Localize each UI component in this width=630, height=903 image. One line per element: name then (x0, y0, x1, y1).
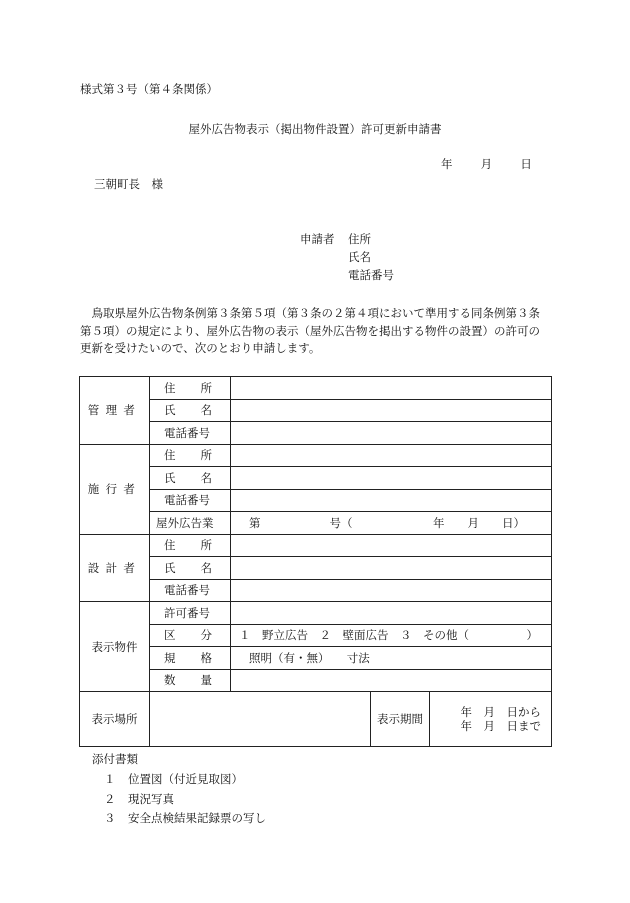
item-quantity-field[interactable] (231, 669, 552, 692)
designer-address-field[interactable] (231, 534, 552, 557)
designer-name-label: 氏 名 (150, 557, 231, 580)
document-title: 屋外広告物表示（掲出物件設置）許可更新申請書 (188, 122, 442, 136)
item-permit-number-label: 許可番号 (150, 602, 231, 625)
period-label: 表示期間 (371, 692, 430, 747)
applicant-address-label: 住所 (348, 232, 371, 246)
period-field[interactable] (430, 692, 552, 747)
attachments-title: 添付書類 (92, 752, 138, 766)
date-year: 年 (441, 157, 453, 171)
manager-group-label: 管理者 (80, 377, 150, 445)
location-label: 表示場所 (80, 692, 150, 747)
applicant-label: 申請者 (300, 232, 335, 246)
contractor-address-label: 住 所 (150, 444, 231, 467)
addressee: 三朝町長 様 (94, 177, 163, 191)
period-to: 年 月 日まで (460, 719, 542, 733)
manager-address-field[interactable] (231, 377, 552, 400)
contractor-name-field[interactable] (231, 467, 552, 490)
designer-phone-field[interactable] (231, 579, 552, 602)
contractor-name-label: 氏 名 (150, 467, 231, 490)
item-group-label: 表示物件 (80, 602, 150, 692)
form-number: 様式第３号（第４条関係） (80, 82, 218, 96)
applicant-phone-label: 電話番号 (348, 268, 394, 282)
body-line-2: 第５項）の規定により、屋外広告物の表示（屋外広告物を掲出する物件の設置）の許可の (80, 323, 540, 338)
designer-address-label: 住 所 (150, 534, 231, 557)
application-form-table (79, 376, 552, 747)
contractor-phone-field[interactable] (231, 489, 552, 512)
body-text (80, 305, 560, 358)
contractor-business-label: 屋外広告業 (150, 512, 231, 535)
attachment-item: １ 位置図（付近見取図） (104, 772, 243, 786)
item-category-field[interactable]: １ 野立広告 ２ 壁面広告 ３ その他（ ） (231, 624, 552, 647)
designer-group-label: 設計者 (80, 534, 150, 602)
attachment-item: ２ 現況写真 (104, 792, 174, 806)
manager-phone-label: 電話番号 (150, 422, 231, 445)
manager-name-field[interactable] (231, 399, 552, 422)
applicant-name-label: 氏名 (348, 250, 371, 264)
manager-address-label: 住 所 (150, 377, 231, 400)
date-day: 日 (520, 157, 532, 171)
item-permit-number-field[interactable] (231, 602, 552, 625)
manager-name-label: 氏 名 (150, 399, 231, 422)
contractor-address-field[interactable] (231, 444, 552, 467)
item-category-label: 区 分 (150, 624, 231, 647)
contractor-phone-label: 電話番号 (150, 489, 231, 512)
designer-name-field[interactable] (231, 557, 552, 580)
location-field[interactable] (150, 692, 371, 747)
date-month: 月 (480, 157, 493, 171)
period-from: 年 月 日から (460, 705, 542, 719)
body-line-1: 鳥取県屋外広告物条例第３条第５項（第３条の２第４項において準用する同条例第３条 (91, 306, 540, 320)
body-line-3: 更新を受けたいので、次のとおり申請します。 (80, 341, 321, 355)
item-spec-field[interactable]: 照明（有・無） 寸法 (231, 647, 552, 670)
attachment-item: ３ 安全点検結果記録票の写し (104, 811, 266, 825)
date-line (441, 157, 532, 171)
designer-phone-label: 電話番号 (150, 579, 231, 602)
contractor-business-field[interactable]: 第 号（ 年 月 日） (231, 512, 552, 535)
contractor-group-label: 施行者 (80, 444, 150, 534)
item-spec-label: 規 格 (150, 647, 231, 670)
manager-phone-field[interactable] (231, 422, 552, 445)
item-quantity-label: 数 量 (150, 669, 231, 692)
